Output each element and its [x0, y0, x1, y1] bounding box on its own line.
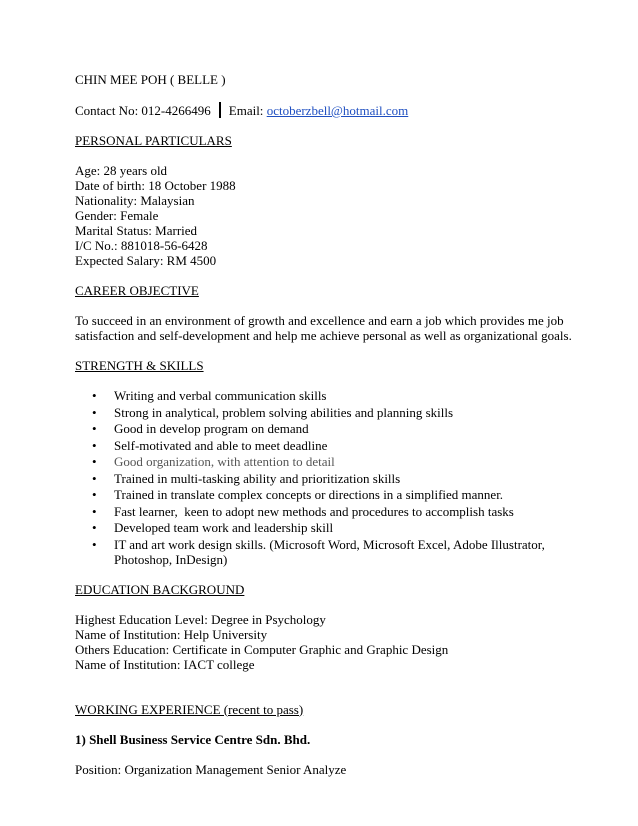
career-objective-line: satisfaction and self-development and help me achieve personal as well as organizational goals. [75, 328, 572, 343]
skill-text: Trained in multi-tasking ability and prioritization skills [114, 470, 401, 486]
skill-item [75, 504, 575, 519]
personal-particulars-list [75, 163, 575, 268]
skill-item [75, 487, 575, 502]
contact-phone: Contact No: 012-4266496 [75, 103, 211, 118]
career-objective-text [75, 313, 575, 343]
email-label: Email: [228, 103, 267, 118]
personal-marital-status: Marital Status: Married [75, 223, 198, 238]
skill-item [75, 537, 575, 567]
skill-item [75, 405, 575, 420]
bullet: • [92, 487, 97, 502]
career-objective-heading: CAREER OBJECTIVE [75, 283, 199, 298]
working-experience-heading: WORKING EXPERIENCE (recent to pass) [75, 701, 304, 717]
education-level: Highest Education Level: Degree in Psychology [75, 611, 326, 627]
bullet: • [92, 470, 97, 486]
skills-list [75, 388, 575, 567]
education-list [75, 612, 575, 672]
bullet: • [92, 454, 97, 469]
bullet: • [92, 421, 97, 436]
job-position: Position: Organization Management Senior Analyze [75, 761, 347, 777]
personal-age: Age: 28 years old [75, 163, 168, 178]
bullet: • [92, 388, 97, 403]
skill-text: Good in develop program on demand [114, 421, 309, 436]
education-heading: EDUCATION BACKGROUND [75, 581, 245, 597]
skill-text: Developed team work and leadership skill [114, 520, 334, 535]
bullet: • [92, 437, 97, 453]
personal-dob: Date of birth: 18 October 1988 [75, 178, 236, 193]
bullet: • [92, 520, 97, 535]
personal-particulars-heading: PERSONAL PARTICULARS [75, 133, 232, 148]
skill-text: IT and art work design skills. (Microsoft Word, Microsoft Excel, Adobe Illustrator, [114, 536, 545, 552]
skill-text: Self-motivated and able to meet deadline [114, 437, 328, 453]
skill-text: Writing and verbal communication skills [114, 388, 327, 403]
education-other-institution: Name of Institution: IACT college [75, 656, 255, 672]
bullet: • [92, 536, 97, 552]
resume-body [75, 72, 575, 777]
personal-gender: Gender: Female [75, 208, 159, 223]
contact-separator [219, 102, 221, 118]
candidate-name: CHIN MEE POH ( BELLE ) [75, 72, 226, 87]
skill-item [75, 388, 575, 403]
email-link[interactable]: octoberzbell@hotmail.com [266, 103, 409, 118]
bullet: • [92, 503, 97, 519]
skill-item [75, 520, 575, 535]
skill-text: Trained in translate complex concepts or directions in a simplified manner. [114, 487, 504, 502]
bullet: • [92, 404, 97, 420]
education-other: Others Education: Certificate in Computer Graphic and Graphic Design [75, 641, 449, 657]
career-objective-line: To succeed in an environment of growth and excellence and earn a job which provides me job [75, 313, 564, 328]
skill-text-continuation: Photoshop, InDesign) [114, 551, 228, 567]
contact-line [75, 102, 575, 118]
company-name: 1) Shell Business Service Centre Sdn. Bhd. [75, 731, 311, 747]
skill-item [75, 438, 575, 453]
education-institution: Name of Institution: Help University [75, 626, 268, 642]
skill-item [75, 454, 575, 469]
skill-text: Fast learner, keen to adopt new methods and procedures to accomplish tasks [114, 503, 514, 519]
personal-nationality: Nationality: Malaysian [75, 193, 195, 208]
skill-text: Good organization, with attention to detail [114, 454, 335, 469]
skill-item [75, 471, 575, 486]
personal-ic-number: I/C No.: 881018-56-6428 [75, 238, 208, 253]
personal-expected-salary: Expected Salary: RM 4500 [75, 253, 217, 268]
skill-text: Strong in analytical, problem solving abilities and planning skills [114, 404, 454, 420]
skills-heading: STRENGTH & SKILLS [75, 358, 204, 373]
skill-item [75, 421, 575, 436]
